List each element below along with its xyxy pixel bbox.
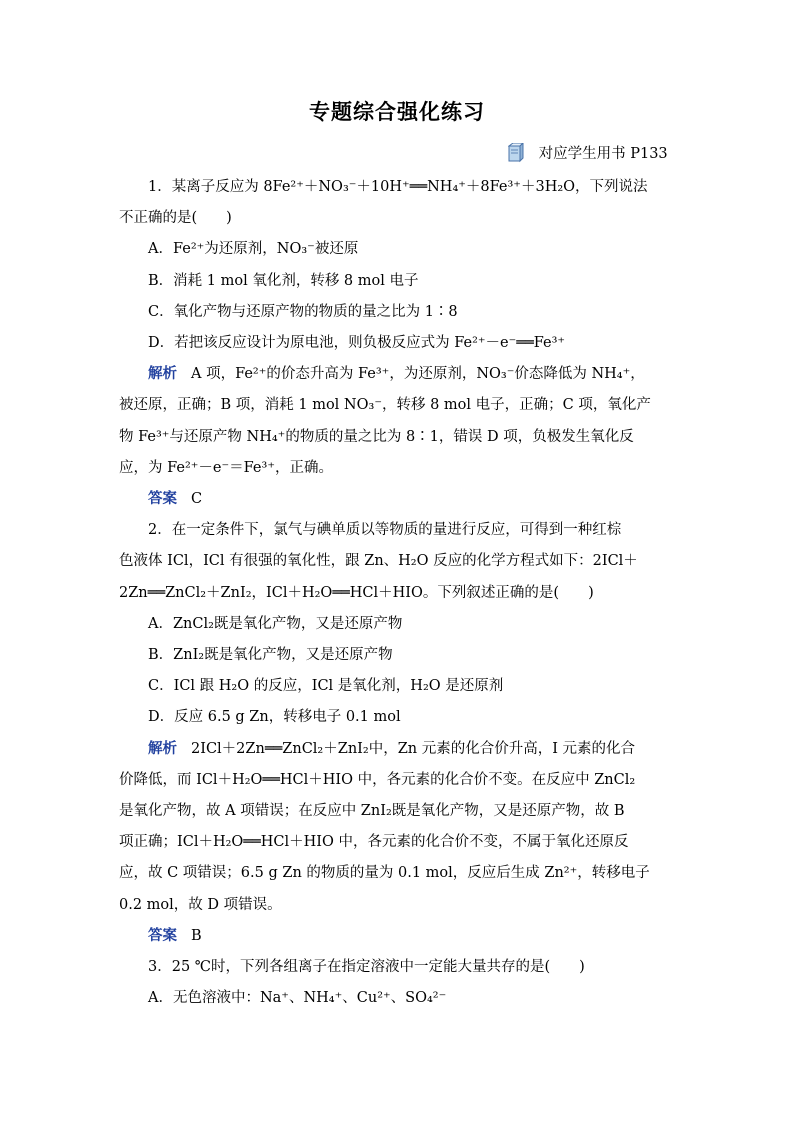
question-2-stem-line-3: 2Zn══ZnCl₂＋ZnI₂，ICl＋H₂O══HCl＋HIO。下列叙述正确的是( ): [119, 584, 594, 601]
book-icon: [508, 143, 524, 167]
question-2-answer: [119, 921, 675, 952]
question-2-analysis: [119, 734, 675, 765]
answer-label: 答案: [148, 491, 177, 508]
question-1-option-b: B．消耗 1 mol 氧化剂，转移 8 mol 电子: [148, 272, 419, 289]
question-2-analysis-line-6: 0.2 mol，故 D 项错误。: [119, 896, 282, 913]
question-2-stem-line-2: 色液体 ICl，ICl 有很强的氧化性，跟 Zn、H₂O 反应的化学方程式如下：2ICl＋: [119, 553, 638, 570]
question-2-option-d: D．反应 6.5 g Zn，转移电子 0.1 mol: [148, 709, 401, 726]
answer-label: 答案: [148, 927, 177, 944]
question-1-option-a: A．Fe²⁺为还原剂，NO₃⁻被还原: [148, 241, 359, 258]
question-2-analysis-line-3: 是氧化产物，故 A 项错误；在反应中 ZnI₂既是氧化产物，又是还原产物，故 B: [119, 803, 625, 820]
question-2-analysis-line-2: 价降低，而 ICl＋H₂O══HCl＋HIO 中，各元素的化合价不变。在反应中 ZnCl₂: [119, 771, 636, 788]
question-1-analysis-line-2: 被还原，正确；B 项，消耗 1 mol NO₃⁻，转移 8 mol 电子，正确；C 项，氧化产: [119, 397, 651, 414]
analysis-line: 2ICl＋2Zn══ZnCl₂＋ZnI₂中，Zn 元素的化合价升高，I 元素的化合: [191, 740, 636, 757]
question-3-stem-line-1: 3．25 ℃时，下列各组离子在指定溶液中一定能大量共存的是( ): [148, 959, 585, 976]
question-2-analysis-line-5: 应，故 C 项错误；6.5 g Zn 的物质的量为 0.1 mol，反应后生成 Zn²⁺，转移电子: [119, 865, 650, 882]
question-1-answer: [119, 484, 675, 515]
analysis-line: A 项，Fe²⁺的价态升高为 Fe³⁺，为还原剂，NO₃⁻价态降低为 NH₄⁺，: [191, 366, 645, 383]
question-2-option-b: B．ZnI₂既是氧化产物，又是还原产物: [148, 647, 393, 664]
answer-value: B: [191, 927, 202, 944]
analysis-label: 解析: [148, 366, 177, 383]
reference-text: 对应学生用书 P133: [538, 146, 668, 162]
page-reference: [508, 142, 668, 167]
question-2-option-a: A．ZnCl₂既是氧化产物，又是还原产物: [148, 615, 403, 632]
question-1-option-c: C．氧化产物与还原产物的物质的量之比为 1∶8: [148, 303, 458, 320]
question-1-analysis-line-3: 物 Fe³⁺与还原产物 NH₄⁺的物质的量之比为 8∶1，错误 D 项，负极发生氧化反: [119, 428, 634, 445]
question-1-stem-line-1: 1．某离子反应为 8Fe²⁺＋NO₃⁻＋10H⁺══NH₄⁺＋8Fe³⁺＋3H₂O，下列说法: [148, 179, 648, 195]
question-content: [119, 172, 675, 1014]
question-1-option-d: D．若把该反应设计为原电池，则负极反应式为 Fe²⁺－e⁻══Fe³⁺: [148, 335, 566, 352]
question-3-option-a: A．无色溶液中：Na⁺、NH₄⁺、Cu²⁺、SO₄²⁻: [148, 990, 447, 1007]
question-2-stem-line-1: 2．在一定条件下，氯气与碘单质以等物质的量进行反应，可得到一种红棕: [148, 522, 622, 539]
question-1-analysis-line-4: 应，为 Fe²⁺－e⁻＝Fe³⁺，正确。: [119, 459, 333, 476]
question-2-option-c: C．ICl 跟 H₂O 的反应，ICl 是氧化剂，H₂O 是还原剂: [148, 678, 504, 695]
question-2-analysis-line-4: 项正确；ICl＋H₂O══HCl＋HIO 中，各元素的化合价不变，不属于氧化还原反: [119, 834, 629, 851]
question-1-stem-line-2: 不正确的是( ): [119, 210, 232, 227]
answer-value: C: [191, 491, 203, 508]
question-1-analysis: [119, 359, 675, 390]
page-title: 专题综合强化练习: [309, 100, 485, 124]
analysis-label: 解析: [148, 740, 177, 757]
